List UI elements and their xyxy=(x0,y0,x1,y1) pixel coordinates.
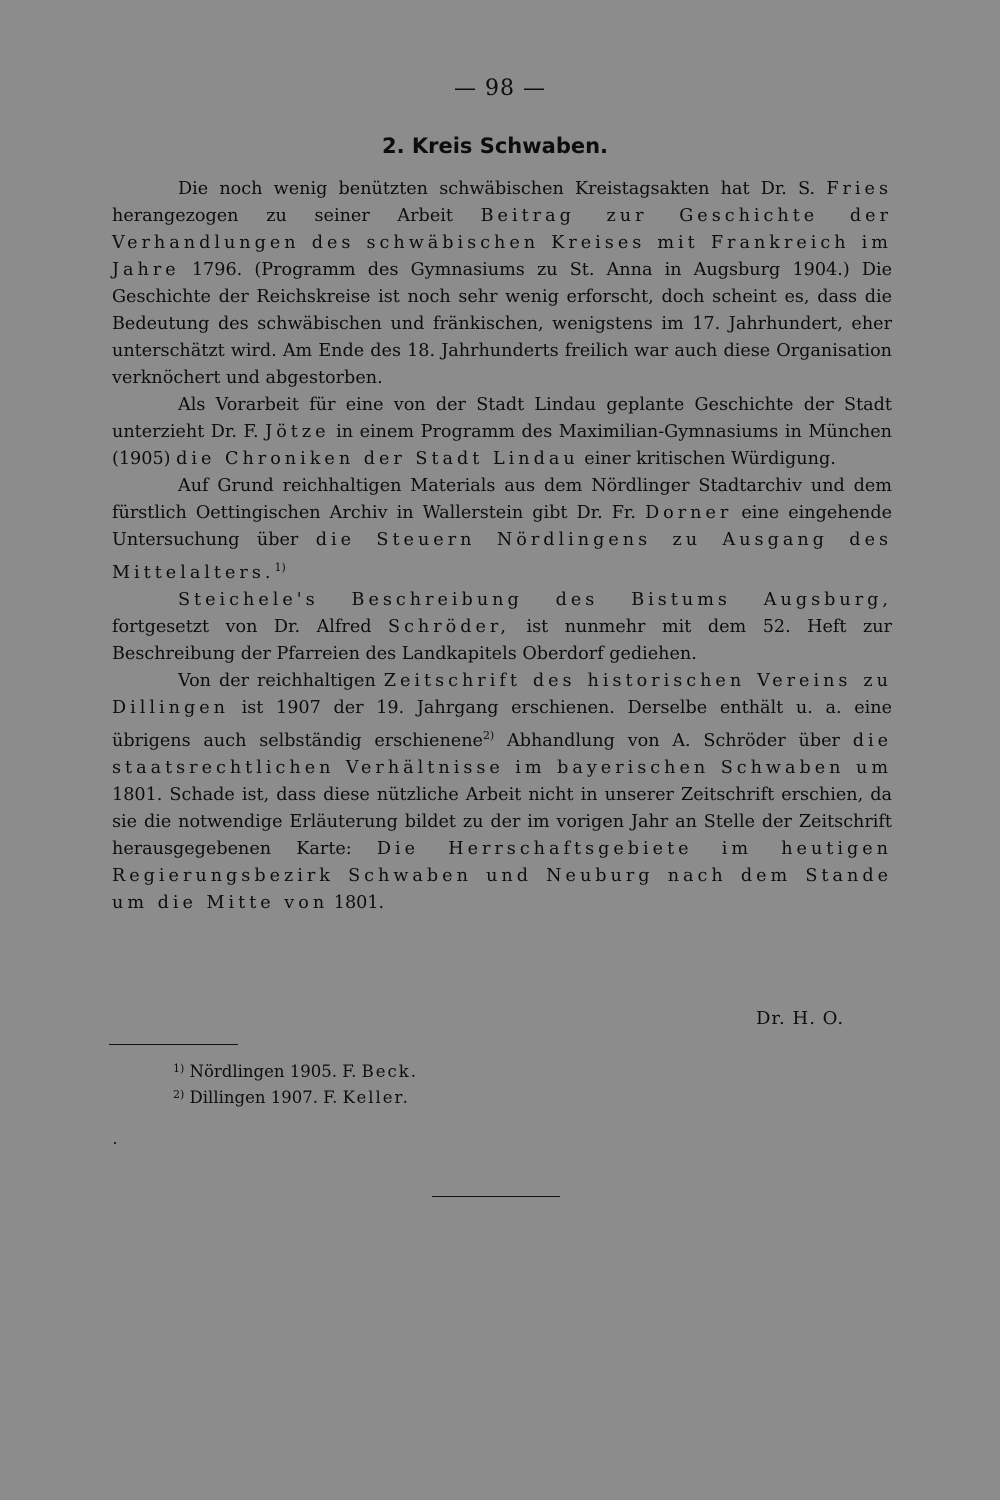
footnote-ref: 1) xyxy=(274,561,286,574)
spaced-emphasis: die Chroniken der Stadt Lindau xyxy=(176,449,579,469)
spaced-emphasis: Beitrag zur Geschichte der Verhandlungen des schwäbischen Kreises mit Frankreich im Jahre xyxy=(112,206,892,280)
end-rule xyxy=(432,1196,560,1197)
spaced-emphasis: die staatsrechtlichen Verhältnisse im bayerischen Schwaben um xyxy=(112,730,892,778)
spaced-emphasis: die Steuern Nördlingens zu Ausgang des Mittelalters. xyxy=(112,530,893,583)
text-run: Auf Grund reichhaltigen Materials aus dem Nördlinger Stadtarchiv und dem fürstlich Oettingischen Archiv in Wallerstein gibt Dr. Fr. xyxy=(112,476,892,523)
footnote-text: Nördlingen 1905. F. xyxy=(184,1062,362,1081)
text-run: 1796. (Programm des Gymnasiums zu St. Anna in Augsburg 1904.) Die Geschichte der Reichskreise ist noch sehr wenig erforscht, doch scheint es, dass die Bedeutung des schwäbischen und fränkischen, wenigstens im 17. Jahrhundert, eher unterschätzt wird. Am Ende des 18. Jahrhunderts freilich war auch diese Organisation verknöchert und abgestorben. xyxy=(112,260,892,388)
paragraph xyxy=(112,668,892,917)
paragraph xyxy=(112,473,892,587)
text-run: Von der reichhaltigen xyxy=(178,670,384,691)
paragraph xyxy=(112,587,892,668)
footnote-text: Dillingen 1907. F. xyxy=(184,1088,343,1107)
text-run: eine eingehende Untersuchung über xyxy=(112,503,893,550)
footnote-mark: 1) xyxy=(173,1062,185,1075)
body-text xyxy=(112,176,892,917)
section-heading: 2. Kreis Schwaben. xyxy=(381,134,609,158)
text-run: herangezogen zu seiner Arbeit xyxy=(112,206,481,226)
signature: Dr. H. O. xyxy=(756,1008,845,1029)
footnotes xyxy=(173,1057,418,1109)
spaced-emphasis: Zeitschrift des historischen Vereins zu Dillingen xyxy=(112,670,892,718)
paragraph xyxy=(112,392,892,473)
text-run: Als Vorarbeit für eine von der Stadt Lindau geplante Geschichte der Stadt unterzieht Dr. F. xyxy=(112,395,892,442)
paragraph xyxy=(112,176,892,392)
text-run: ist 1907 der 19. Jahrgang erschienen. Derselbe enthält u. a. eine übrigens auch selbständig erschienene xyxy=(112,697,892,751)
text-run: 1801. Schade ist, dass diese nützliche Arbeit nicht in unserer Zeitschrift erschien, da sie die notwendige Erläuterung bildet zu der im vorigen Jahr an Stelle der Zeitschrift herausgegebenen Karte: xyxy=(112,784,892,859)
footnote xyxy=(173,1083,418,1109)
spaced-emphasis: Steichele's Beschreibung des Bistums Augsburg, xyxy=(178,589,892,610)
text-run: Abhandlung von A. Schröder über xyxy=(494,730,853,751)
footnote xyxy=(173,1057,418,1083)
footnote-mark: 2) xyxy=(173,1088,185,1101)
footnote-separator xyxy=(109,1044,238,1045)
text-run: einer kritischen Würdigung. xyxy=(578,449,836,469)
page-number: — 98 — xyxy=(454,76,546,101)
text-run: 1801. xyxy=(328,892,385,913)
footnote-publisher: Beck. xyxy=(361,1062,418,1081)
spaced-emphasis: Die Herrschaftsgebiete im heutigen Regierungsbezirk Schwaben und Neuburg nach dem Stande um die Mitte von xyxy=(112,838,892,913)
text-run: in einem Programm des Maximilian-Gymnasiums in München (1905) xyxy=(112,422,892,469)
text-run: Die noch wenig benützten schwäbischen Kreistagsakten hat Dr. S. xyxy=(178,179,827,199)
text-run: fortgesetzt von Dr. Alfred xyxy=(112,616,389,637)
ink-speck xyxy=(114,1142,116,1144)
spaced-emphasis: Schröder, xyxy=(388,616,510,637)
spaced-emphasis: Dorner xyxy=(645,503,733,523)
footnote-publisher: Keller. xyxy=(342,1088,410,1107)
spaced-emphasis: Fries xyxy=(826,179,892,199)
footnote-ref: 2) xyxy=(482,728,495,742)
text-run: ist nunmehr mit dem 52. Heft zur Beschreibung der Pfarreien des Landkapitels Oberdorf gediehen. xyxy=(112,616,892,664)
spaced-emphasis: Jötze xyxy=(265,422,330,442)
